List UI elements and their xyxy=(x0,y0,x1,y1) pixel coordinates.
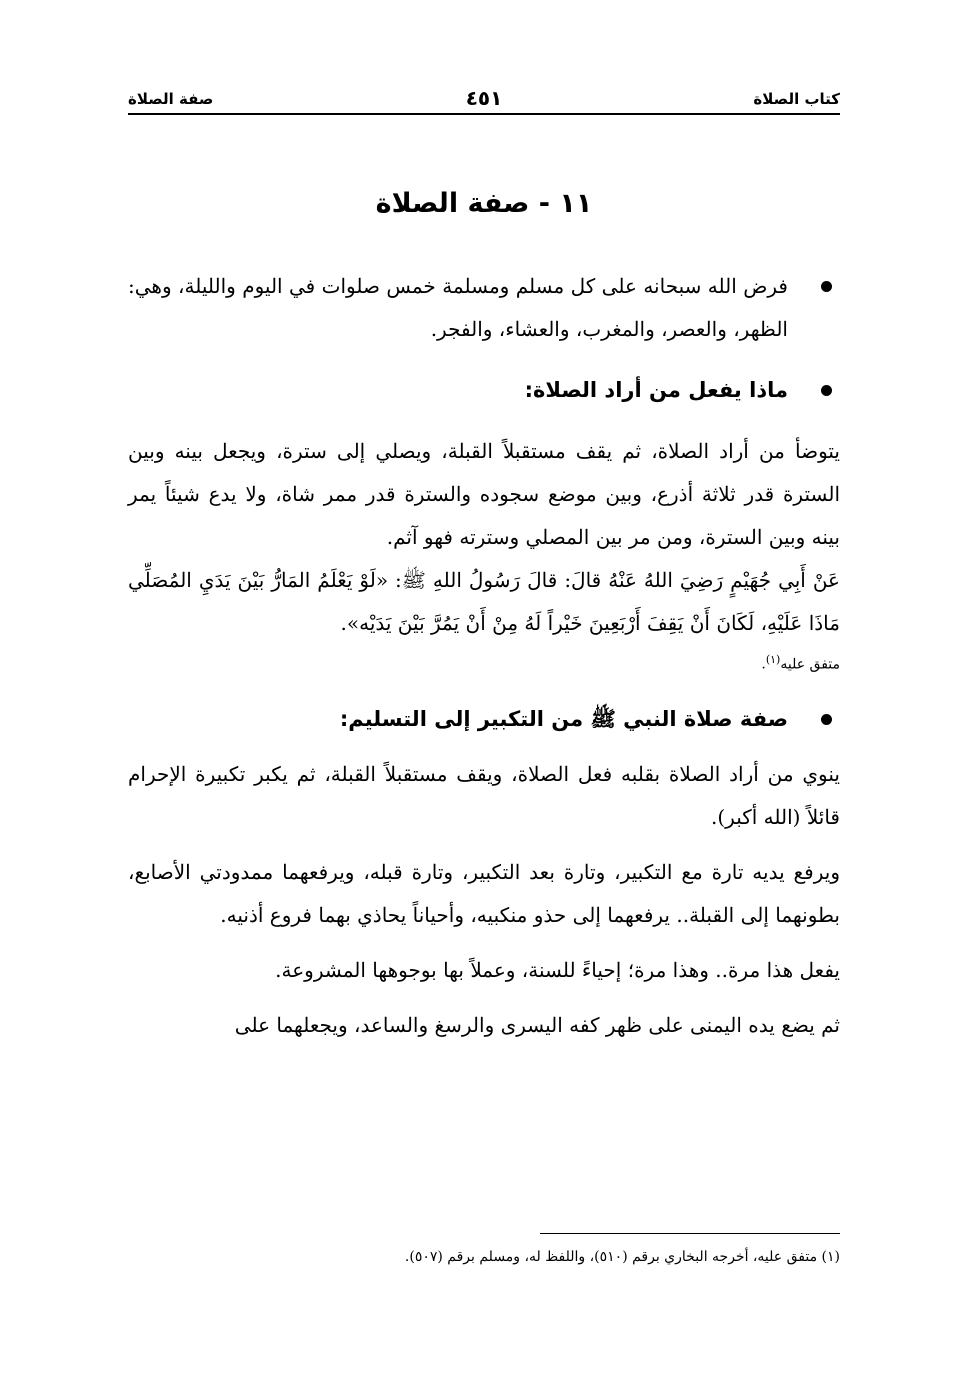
bullet-item xyxy=(128,369,840,412)
bullet-dot-icon xyxy=(821,281,832,292)
footnote-divider xyxy=(540,1233,840,1234)
attribution-label: متفق عليه xyxy=(780,656,840,673)
header-page-number: ٤٥١ xyxy=(465,86,503,110)
header-chapter-name: صفة الصلاة xyxy=(128,90,214,108)
body-paragraph: يفعل هذا مرة.. وهذا مرة؛ إحياءً للسنة، وعملاً بها بوجوهها المشروعة. xyxy=(275,957,840,982)
chapter-title: ١١ - صفة الصلاة xyxy=(375,188,593,219)
running-header xyxy=(128,86,840,114)
header-divider xyxy=(128,113,840,115)
bullet-dot-icon xyxy=(821,385,832,396)
section-heading: صفة صلاة النبي ﷺ من التكبير إلى التسليم: xyxy=(339,706,788,731)
page-body xyxy=(128,265,840,1047)
book-page xyxy=(128,80,840,1320)
bullet-item xyxy=(128,698,840,741)
intro-paragraph: فرض الله سبحانه على كل مسلم ومسلمة خمس صلوات في اليوم والليلة، وهي: الظهر، والعصر، والمغرب، والعشاء، والفجر. xyxy=(128,274,788,341)
footnote: (١) متفق عليه، أخرجه البخاري برقم (٥١٠)، واللفظ له، ومسلم برقم (٥٠٧). xyxy=(404,1249,840,1265)
section-heading: ماذا يفعل من أراد الصلاة: xyxy=(524,378,788,402)
body-paragraph: ثم يضع يده اليمنى على ظهر كفه اليسرى والرسغ والساعد، ويجعلهما على xyxy=(234,1012,840,1037)
footnote-marker: (١) xyxy=(765,653,781,666)
bullet-dot-icon xyxy=(821,714,832,725)
body-paragraph: يتوضأ من أراد الصلاة، ثم يقف مستقبلاً القبلة، ويصلي إلى سترة، ويجعل بينه وبين السترة قدر ثلاثة أذرع، وبين موضع سجوده والسترة قدر ممر شاة، ولا يدع شيئاً يمر بينه وبين السترة، ومن مر بين المصلي وسترته فهو آثم. xyxy=(128,439,840,549)
body-paragraph: ويرفع يديه تارة مع التكبير، وتارة بعد التكبير، وتارة قبله، ويرفعهما ممدودتي الأصابع، بطونهما إلى القبلة.. يرفعهما إلى حذو منكبيه، وأحياناً يحاذي بهما فروع أذنيه. xyxy=(128,859,840,927)
bullet-item xyxy=(128,265,840,351)
body-paragraph: ينوي من أراد الصلاة بقلبه فعل الصلاة، ويقف مستقبلاً القبلة، ثم يكبر تكبيرة الإحرام قائلاً (الله أكبر). xyxy=(128,761,840,829)
header-book-section: كتاب الصلاة xyxy=(753,90,840,108)
hadith-attribution: متفق عليه$^{(١)}$. xyxy=(761,653,840,673)
hadith-text: عَنْ أَبِي جُهَيْمٍ رَضِيَ اللهُ عَنْهُ قالَ: قالَ رَسُولُ اللهِ ﷺ: «لَوْ يَعْلَمُ المَارُّ بَيْنَ يَدَيِ المُصَلِّي مَاذَا عَلَيْهِ، لَكَانَ أَنْ يَقِفَ أَرْبَعِينَ خَيْراً لَهُ مِنْ أَنْ يَمُرَّ بَيْنَ يَدَيْه». xyxy=(128,568,840,635)
